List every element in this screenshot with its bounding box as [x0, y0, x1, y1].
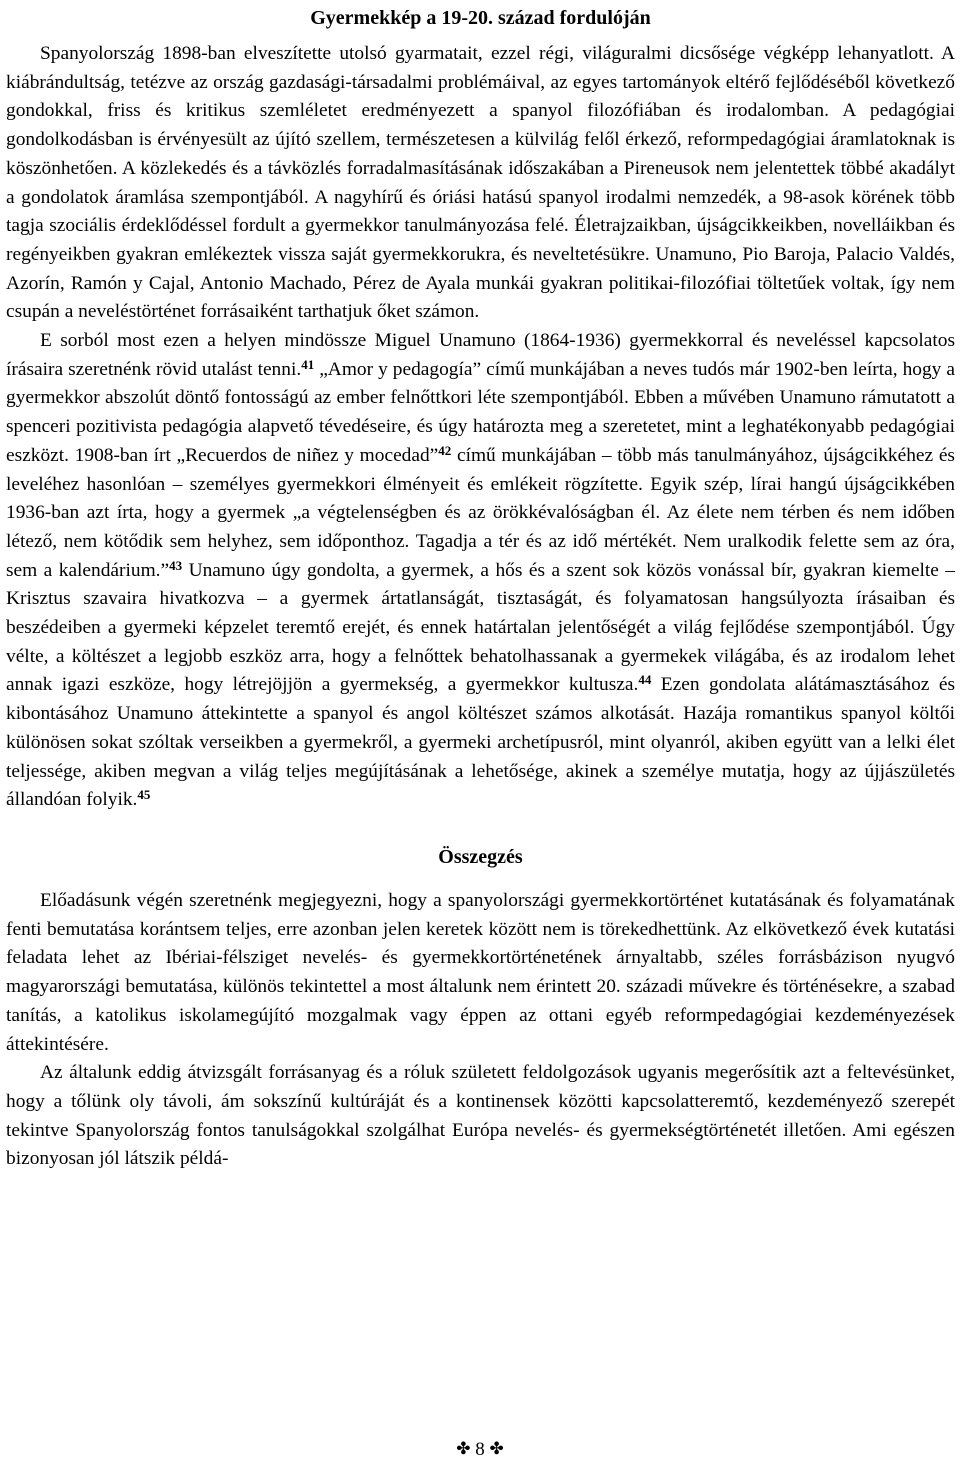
footnote-ref-41: 41	[301, 356, 315, 372]
paragraph-unamuno-part-c: című munkájában – több más tanulmányához, újságcikkéhez és leveléhez hasonlóan – személyes gyermekkori élményeit és emlékeit rögzítette. Egyik szép, lírai hangú újságcikkében 1936-ban azt írta, hogy a gyermek „a végtelenségben és az örökkévalóságban él. Az élete nem térben és nem időben létező, nem kötődik sem helyhez, sem időponthoz. Tagadja a tér és az idő mértékét. Nem uralkodik felette sem az óra, sem a kalendárium.”	[6, 444, 955, 581]
ornament-left-icon: ✤	[456, 1439, 471, 1458]
paragraph-intro: Spanyolország 1898-ban elveszítette utolsó gyarmatait, ezzel régi, világuralmi dicsősége végképp lehanyatlott. A kiábrándultság, tetézve az ország gazdasági-társadalmi problémáival, az egyes tartományok eltérő fejlődéséből következő gondokkal, friss és kritikus szemléletet eredményezett a spanyol filozófiában és irodalomban. A pedagógiai gondolkodásban is érvényesült az újító szellem, természetesen a külvilág felől érkező, reformpedagógiai áramlatoknak is köszönhetően. A közlekedés és a távközlés forradalmasításának időszakában a Pireneusok nem jelentettek többé akadályt a gondolatok áramlása szempontjából. A nagyhírű és óriási hatású spanyol irodalmi nemzedék, a 98-asok körének több tagja szociális érdeklődéssel fordult a gyermekkor tanulmányozása felé. Életrajzaikban, újságcikkeikben, novelláikban és regényeikben gyakran emlékeztek vissza saját gyermekkorukra, és neveltetésükre. Unamuno, Pio Baroja, Palacio Valdés, Azorín, Ramón y Cajal, Antonio Machado, Pérez de Ayala munkái gyakran politikai-filozófiai töltetűek voltak, így nem csupán a neveléstörténet forrásaiként tarthatjuk őket számon.	[6, 43, 955, 323]
footnote-ref-43: 43	[169, 557, 183, 573]
page-number: 8	[475, 1439, 485, 1460]
section-title-summary: Összegzés	[438, 845, 523, 868]
ornament-right-icon: ✤	[489, 1439, 504, 1458]
footnote-ref-42: 42	[438, 442, 452, 458]
paragraph-unamuno-part-a: E sorból most ezen a helyen mindössze Miguel Unamuno (1864-1936) gyermekkorral és neveléssel kapcsolatos írásaira szeretnénk rövid utalást tenni.	[6, 330, 955, 380]
paragraph-unamuno-part-b: „Amor y pedagogía” című munkájában a neves tudós már 1902-ben leírta, hogy a gyermekkor abszolút döntő fontosságú az ember felnőttkori léte szempontjából. Ebben a művében Unamuno rámutatott a spenceri pozitivista pedagógia alapvető tévedéseire, és úgy határozta meg a szeretetet, mint a leghatékonyabb pedagógiai eszközt. 1908-ban írt „Recuerdos de niñez y mocedad”	[6, 358, 955, 466]
page-footer	[0, 1438, 960, 1461]
paragraph-unamuno	[6, 327, 955, 815]
paragraph-unamuno-part-e: Ezen gondolata alátámasztásához és kibontásához Unamuno áttekintette a spanyol és angol költészet számos alkotását. Hazája romantikus spanyol költői különösen sokat szóltak verseikben a gyermekről, a gyermeki archetípusról, mint olyanról, akiben együtt van a lelki élet teljessége, akiben megvan a világ teljes megújításának a lehetősége, akinek a személye mutatja, hogy az újjászületés állandóan folyik.	[6, 674, 955, 811]
document-page	[6, 0, 955, 1174]
footnote-ref-45: 45	[137, 787, 151, 803]
page-title: Gyermekkép a 19-20. század fordulóján	[310, 7, 651, 29]
paragraph-summary-2: Az általunk eddig átvizsgált forrásanyag és a róluk született feldolgozások ugyanis megerősítik azt a feltevésünket, hogy a tőlünk oly távoli, ám sokszínű kultúráját és a kontinensek közötti kapcsolatteremtő, kezdeményező szerepét tekintve Spanyolország fontos tanulságokkal szolgálhat Európa nevelés- és gyermekségtörténetét illetően. Ami egészen bizonyosan jól látszik példá-	[6, 1062, 955, 1170]
paragraph-unamuno-part-d: Unamuno úgy gondolta, a gyermek, a hős és a szent sok közös vonással bír, gyakran kiemelte – Krisztus szavaira hivatkozva – a gyermek ártatlanságát, tisztaságát, és folyamatosan hangsúlyozta írásaiban és beszédeiben a gyermeki képzelet teremtő erejét, és ennek határtalan jelentőségét a világ fejlődése szempontjából. Úgy vélte, a költészet a legjobb eszköz arra, hogy a felnőttek behatolhassanak a gyermekek világába, és az irodalom lehet annak igazi eszköze, hogy létrejöjjön a gyermekség, a gyermekkor kultusza.	[6, 559, 955, 696]
footnote-ref-44: 44	[638, 672, 652, 688]
paragraph-summary-1: Előadásunk végén szeretnénk megjegyezni, hogy a spanyolországi gyermekkortörténet kutatásának és folyamatának fenti bemutatása korántsem teljes, erre azonban jelen keretek között nem is törekedhettünk. Az elkövetkező évek kutatási feladata lehet az Ibériai-félsziget nevelés- és gyermekkortörténetének árnyaltabb, széles forrásbázison nyugvó magyarországi bemutatása, különös tekintettel a most általunk nem érintett 20. századi művekre és történésekre, a szabad tanítás, a katolikus iskolamegújító mozgalmak vagy éppen az ottani egyéb reformpedagógiai kezdeményezések áttekintésére.	[6, 889, 955, 1055]
